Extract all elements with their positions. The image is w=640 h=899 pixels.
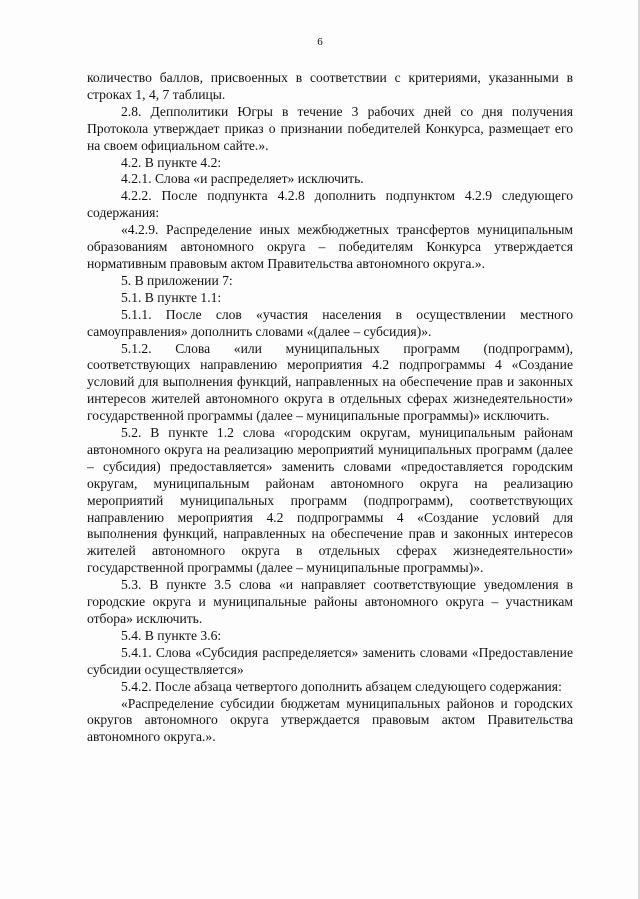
paragraph: 4.2. В пункте 4.2: bbox=[121, 154, 222, 170]
paragraph: 5.4.2. После абзаца четвертого дополнить абзацем следующего содержания: bbox=[121, 678, 562, 694]
paragraph: 5. В приложении 7: bbox=[121, 272, 233, 288]
paragraph: 5.1.2. Слова «или муниципальных программ (подпрограмм), соответствующих направлению мероприятия 4.2 подпрограммы 4 «Создание условий для выполнения функций, направленных на обеспечение прав и законных интересов жителей автономного округа в отдельных сферах жизнедеятельности» государственной программы (далее – муниципальные программы)» исключить. bbox=[87, 340, 573, 424]
paragraph: 4.2.1. Слова «и распределяет» исключить. bbox=[121, 171, 364, 187]
paragraph: 5.2. В пункте 1.2 слова «городским округам, муниципальным районам автономного округа на реализацию мероприятий муниципальных программ (далее – субсидия) предоставляется» заменить словами «предоставляется городским округам, муниципальным районам автономного округа на реализацию мероприятий муниципальных программ (подпрограмм), соответствующих направлению мероприятия 4.2 подпрограммы 4 «Создание условий для выполнения функций, направленных на обеспечение прав и законных интересов жителей автономного округа в отдельных сферах жизнедеятельности» государственной программы (далее – муниципальные программы)». bbox=[87, 425, 573, 576]
paragraph: 5.3. В пункте 3.5 слова «и направляет соответствующие уведомления в городские округа и муниципальные районы автономного округа – участникам отбора» исключить. bbox=[87, 577, 573, 626]
paragraph: 4.2.2. После подпункта 4.2.8 дополнить подпунктом 4.2.9 следующего содержания: bbox=[87, 188, 573, 221]
paragraph: 5.4. В пункте 3.6: bbox=[121, 627, 222, 643]
paragraph: «4.2.9. Распределение иных межбюджетных трансфертов муниципальным образованиям автономного округа – победителям Конкурса утверждается нормативным правовым актом Правительства автономного округа.». bbox=[87, 222, 573, 271]
page-number: 6 bbox=[317, 36, 323, 48]
paragraph: количество баллов, присвоенных в соответствии с критериями, указанными в строках 1, 4, 7 таблицы. bbox=[87, 70, 573, 102]
paragraph: 5.1.1. После слов «участия населения в осуществлении местного самоуправления» дополнить словами «(далее – субсидия)». bbox=[87, 306, 573, 339]
document-body bbox=[87, 70, 573, 746]
paragraph: 5.4.1. Слова «Субсидия распределяется» заменить словами «Предоставление субсидии осуществляется» bbox=[87, 644, 573, 677]
paragraph: «Распределение субсидии бюджетам муниципальных районов и городских округов автономного округа утверждается правовым актом Правительства автономного округа.». bbox=[87, 695, 573, 745]
paragraph: 2.8. Депполитики Югры в течение 3 рабочих дней со дня получения Протокола утверждает приказ о признании победителей Конкурса, размещает его на своем официальном сайте.». bbox=[87, 103, 573, 153]
paragraph: 5.1. В пункте 1.1: bbox=[121, 289, 222, 305]
